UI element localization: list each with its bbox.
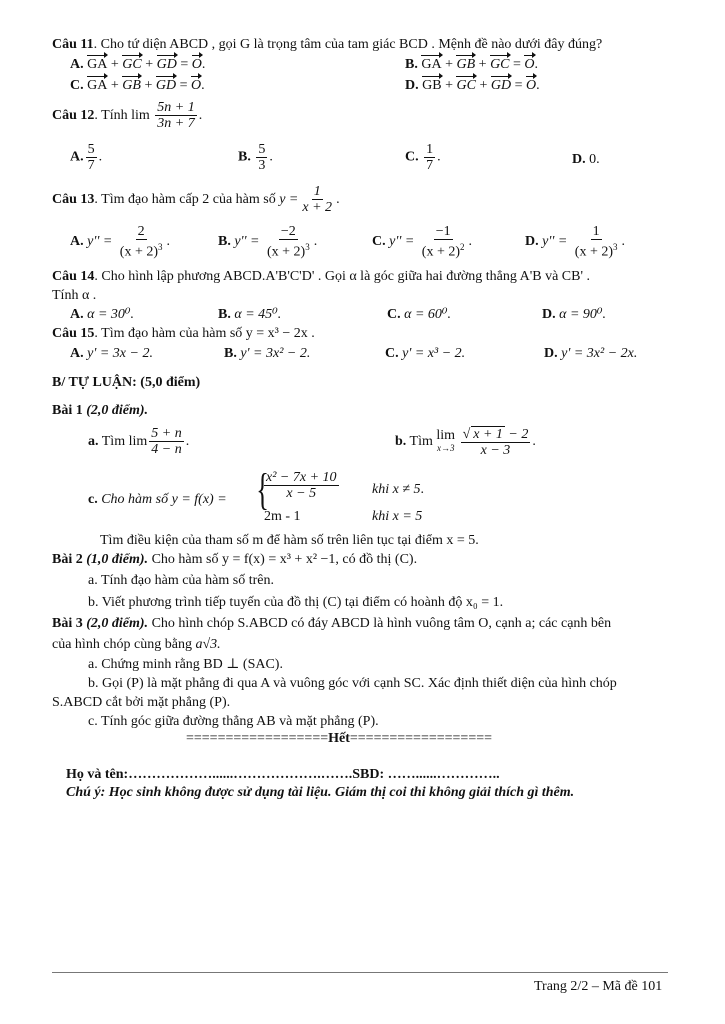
question-12: Câu 12. Tính lim $\frac{5n + 1}{3n + 7}$ . [52, 100, 203, 132]
question-label: Câu 13 [52, 192, 95, 207]
q11-option-d: D. GB + GC + GD = O. [405, 78, 540, 93]
question-14-cont: Tính α . [52, 288, 97, 303]
question-14 [52, 268, 590, 286]
piecewise-cond-2: khi x = 5 [372, 509, 423, 524]
exercise-3a: a. Chứng minh rằng BD ⊥ (SAC). [88, 657, 283, 672]
q14-option-a: A. α = 30⁰. [70, 307, 135, 322]
option-label: B. [405, 57, 418, 72]
exercise-1c: c. Cho hàm số y = f(x) = [88, 492, 227, 507]
q13-option-c: C. y'' = $\frac{-1}{(x + 2)^2}$ . [372, 224, 473, 260]
question-text: . Tính lim [94, 108, 150, 123]
section-heading: B/ TỰ LUẬN: (5,0 điểm) [52, 375, 201, 390]
q11-option-c: C. GA + GB + GD = O. [70, 78, 205, 93]
question-text: . Cho tứ diện ABCD , gọi G là trọng tâm của tam giác BCD . Mệnh đề nào dưới đây đúng? [93, 37, 603, 52]
q14-option-c: C. α = 60⁰. [387, 307, 452, 322]
option-label: A. [70, 57, 84, 72]
piecewise-brace: { [256, 465, 269, 514]
q15-option-a: A. y' = 3x − 2. [70, 346, 153, 361]
exercise-3b: b. Gọi (P) là mặt phẳng đi qua A và vuông góc với cạnh SC. Xác định thiết diện của hình chóp [88, 676, 617, 691]
option-label: C. [70, 78, 84, 93]
exercise-2b: b. Viết phương trình tiếp tuyến của đồ thị (C) tại điểm có hoành độ x₀ = 1. [88, 595, 504, 610]
exercise-3b-cont: S.ABCD cắt bởi mặt phẳng (P). [52, 695, 231, 710]
question-label: Câu 11 [52, 37, 94, 52]
question-label: Câu 14 [52, 269, 95, 284]
question-15 [52, 325, 315, 343]
end-marker: ==================Hết================== [186, 731, 493, 746]
question-text: . Cho hình lập phương ABCD.A'B'C'D' . Gọi α là góc giữa hai đường thẳng A'B và CB' . [94, 269, 590, 284]
exercise-1-heading: Bài 1 (2,0 điểm). [52, 403, 149, 418]
q15-option-b: B. y' = 3x² − 2. [224, 346, 311, 361]
question-label: Câu 12 [52, 108, 95, 123]
piecewise-case-1: $\frac{\text{x² − 7x + 10}}{x - 5}$ [266, 470, 337, 501]
exercise-2a: a. Tính đạo hàm của hàm số trên. [88, 573, 274, 588]
q11-option-b: B. GA + GB + GC = O. [405, 57, 539, 72]
exercise-3-cont: của hình chóp cùng bằng a√3. [52, 637, 221, 652]
question-13: Câu 13. Tìm đạo hàm cấp 2 của hàm số y = $\frac{1}{x + 2}$ . [52, 184, 340, 216]
question-text: . Tìm đạo hàm cấp 2 của hàm số [94, 192, 276, 207]
question-text: . Tìm đạo hàm của hàm số y = x³ − 2x . [94, 326, 315, 341]
q13-option-d: D. y'' = $\frac{1}{(x + 2)^3}$ . [525, 224, 626, 260]
q14-option-d: D. α = 90⁰. [542, 307, 607, 322]
exercise-1c-task: Tìm điều kiện của tham số m để hàm số trên liên tục tại điểm x = 5. [100, 533, 479, 548]
piecewise-case-2: 2m - 1 [264, 509, 301, 524]
q12-option-d: D. 0. [572, 152, 600, 167]
exercise-2-heading: Bài 2 (1,0 điểm). Cho hàm số y = f(x) = x³ + x² −1, có đồ thị (C). [52, 552, 418, 567]
piecewise-cond-1: khi x ≠ 5. [372, 482, 425, 497]
q12-option-b: B. $\frac{5}{3}$ . [238, 142, 273, 173]
exercise-3-heading: Bài 3 (2,0 điểm). Cho hình chóp S.ABCD có đáy ABCD là hình vuông tâm O, cạnh a; các cạnh bên [52, 616, 612, 631]
q12-option-c: C. $\frac{1}{7}$ . [405, 142, 441, 173]
q14-option-b: B. α = 45⁰. [218, 307, 282, 322]
name-line: Họ và tên:………………......……………….…….SBD: ……......………….. [66, 767, 500, 782]
exercise-3c: c. Tính góc giữa đường thẳng AB và mặt phẳng (P). [88, 714, 379, 729]
limit-symbol: lim x→3 [436, 427, 456, 453]
q15-option-d: D. y' = 3x² − 2x. [544, 346, 638, 361]
q13-option-b: B. y'' = $\frac{-2}{(x + 2)^3}$ . [218, 224, 318, 260]
note-line: Chú ý: Học sinh không được sử dụng tài liệu. Giám thị coi thi không giải thích gì thêm. [66, 785, 575, 800]
fraction: $\frac{5n + 1}{3n + 7}$ [157, 100, 195, 132]
question-11 [52, 36, 602, 54]
question-label: Câu 15 [52, 326, 95, 341]
q13-option-a: A. y'' = $\frac{2}{(x + 2)^3}$ . [70, 224, 171, 260]
exercise-1b: b. Tìm lim x→3 $\frac{√ x + 1 - 2}{x - 3}$ . [395, 426, 536, 458]
option-label: D. [405, 78, 419, 93]
footer-page-code: Trang 2/2 – Mã đề 101 [534, 979, 663, 994]
q11-option-a: A. GA + GC + GD = O. [70, 57, 206, 72]
exercise-1a: a. Tìm lim $\frac{5 + n}{4 - n}$ . [88, 426, 190, 458]
q15-option-c: C. y' = x³ − 2. [385, 346, 466, 361]
q12-option-a: A. $\frac{5}{7}$ . [70, 142, 103, 173]
footer-divider [52, 972, 668, 973]
